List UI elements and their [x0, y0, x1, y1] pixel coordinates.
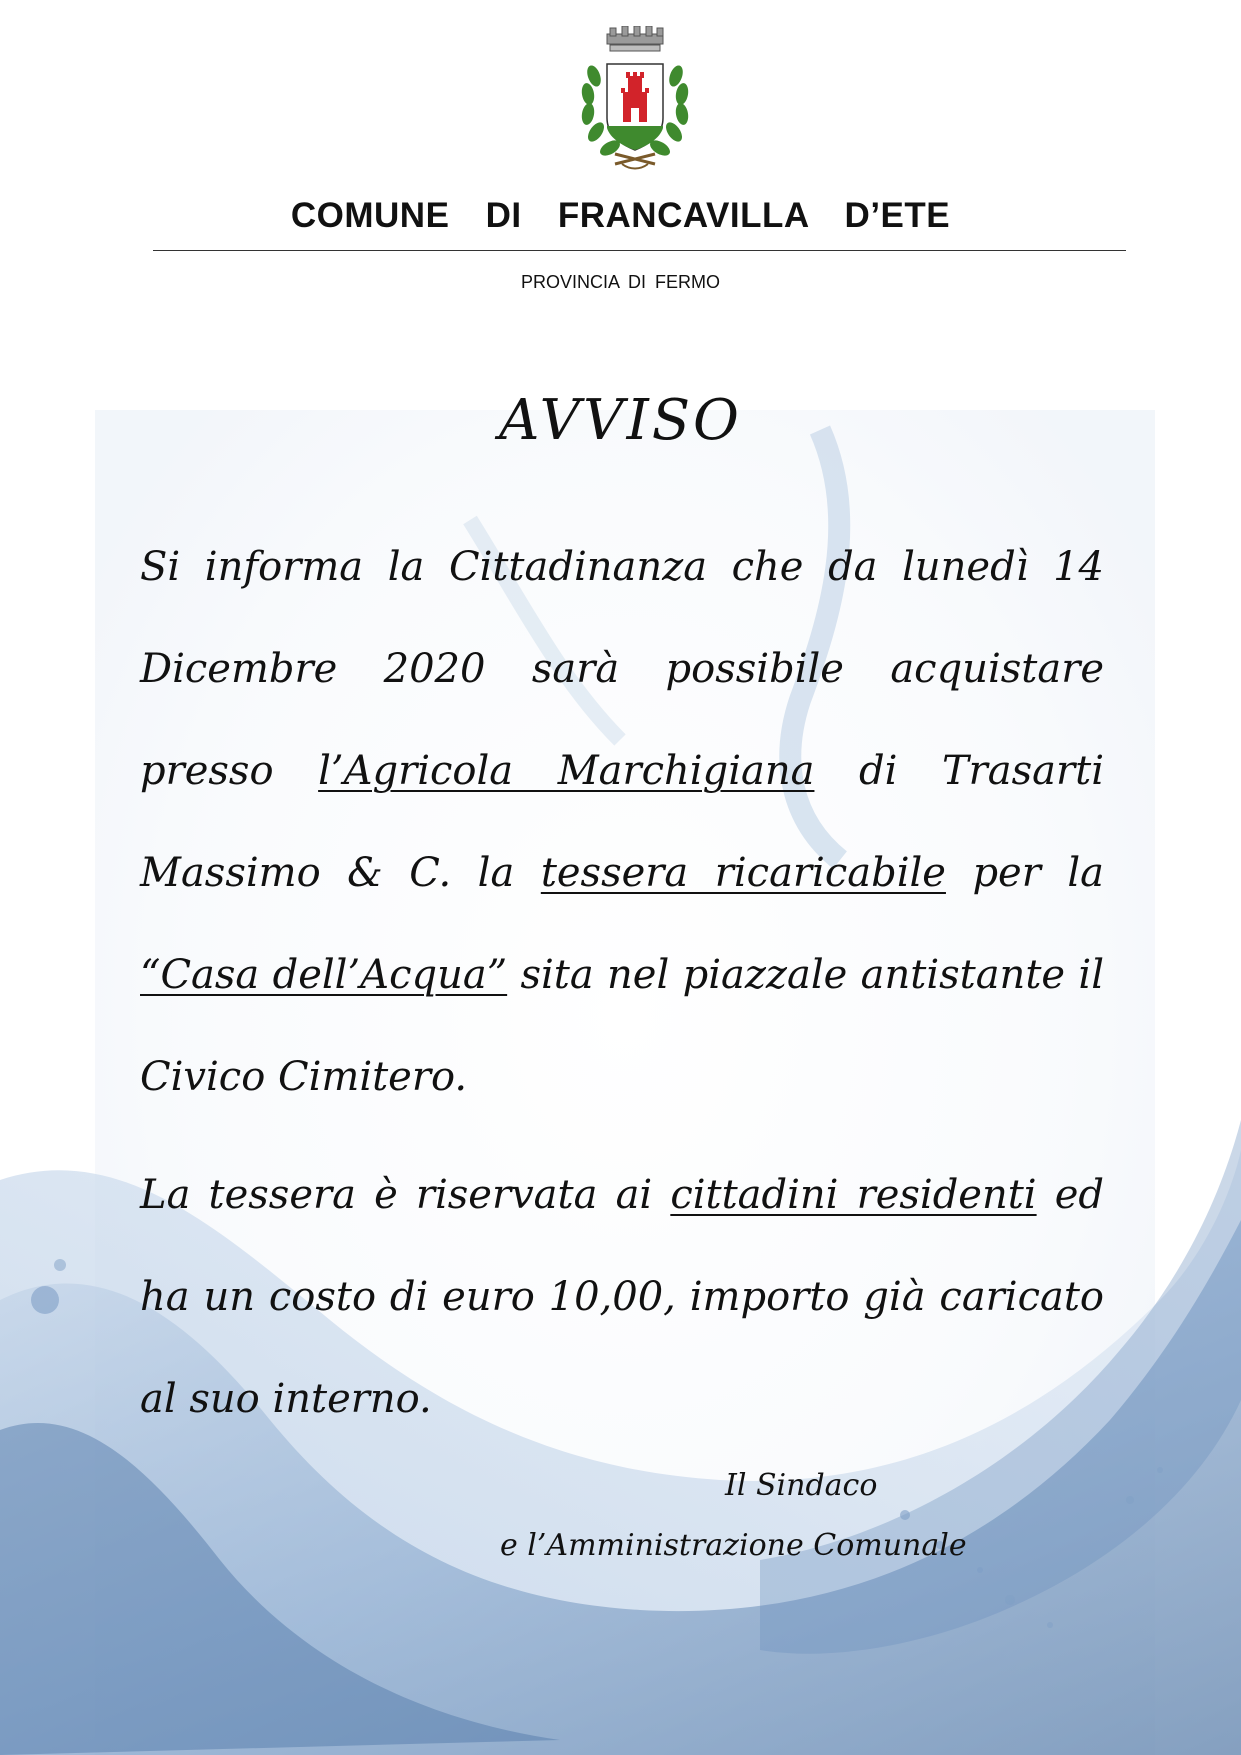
paragraph-1-text-b: di Trasarti Massimo & C. la — [140, 748, 1104, 896]
notice-paragraph-1 — [140, 516, 1104, 1128]
notice-title: AVVISO — [499, 388, 742, 453]
water-house-underlined: “Casa dell’Acqua” — [140, 952, 508, 998]
notice-paragraph-2 — [140, 1144, 1104, 1450]
paragraph-1-text-d: sita nel piazzale antistante il Civico Cimitero. — [140, 952, 1104, 1100]
signature-administration: e l’Amministrazione Comunale — [500, 1528, 967, 1563]
paragraph-1-text-a: Si informa la Cittadinanza che da lunedì 14 Dicembre 2020 sarà possibile acquistare presso — [140, 544, 1104, 794]
province-name: PROVINCIA DI FERMO — [520, 272, 721, 292]
paragraph-1-text-c: per la — [945, 850, 1104, 896]
municipal-coat-of-arms-icon — [560, 26, 710, 176]
municipality-name: COMUNE DI FRANCAVILLA D’ETE — [290, 196, 951, 235]
signature-mayor: Il Sindaco — [725, 1468, 878, 1503]
header-divider — [153, 250, 1126, 251]
paragraph-2-text-a: La tessera è riservata ai — [140, 1172, 671, 1218]
resident-citizens-underlined: cittadini residenti — [670, 1172, 1037, 1218]
rechargeable-card-underlined: tessera ricaricabile — [540, 850, 946, 896]
shop-name-underlined: l’Agricola Marchigiana — [318, 748, 815, 794]
paragraph-2-text-b: ed ha un costo di euro 10,00, importo già caricato al suo interno. — [140, 1172, 1104, 1422]
